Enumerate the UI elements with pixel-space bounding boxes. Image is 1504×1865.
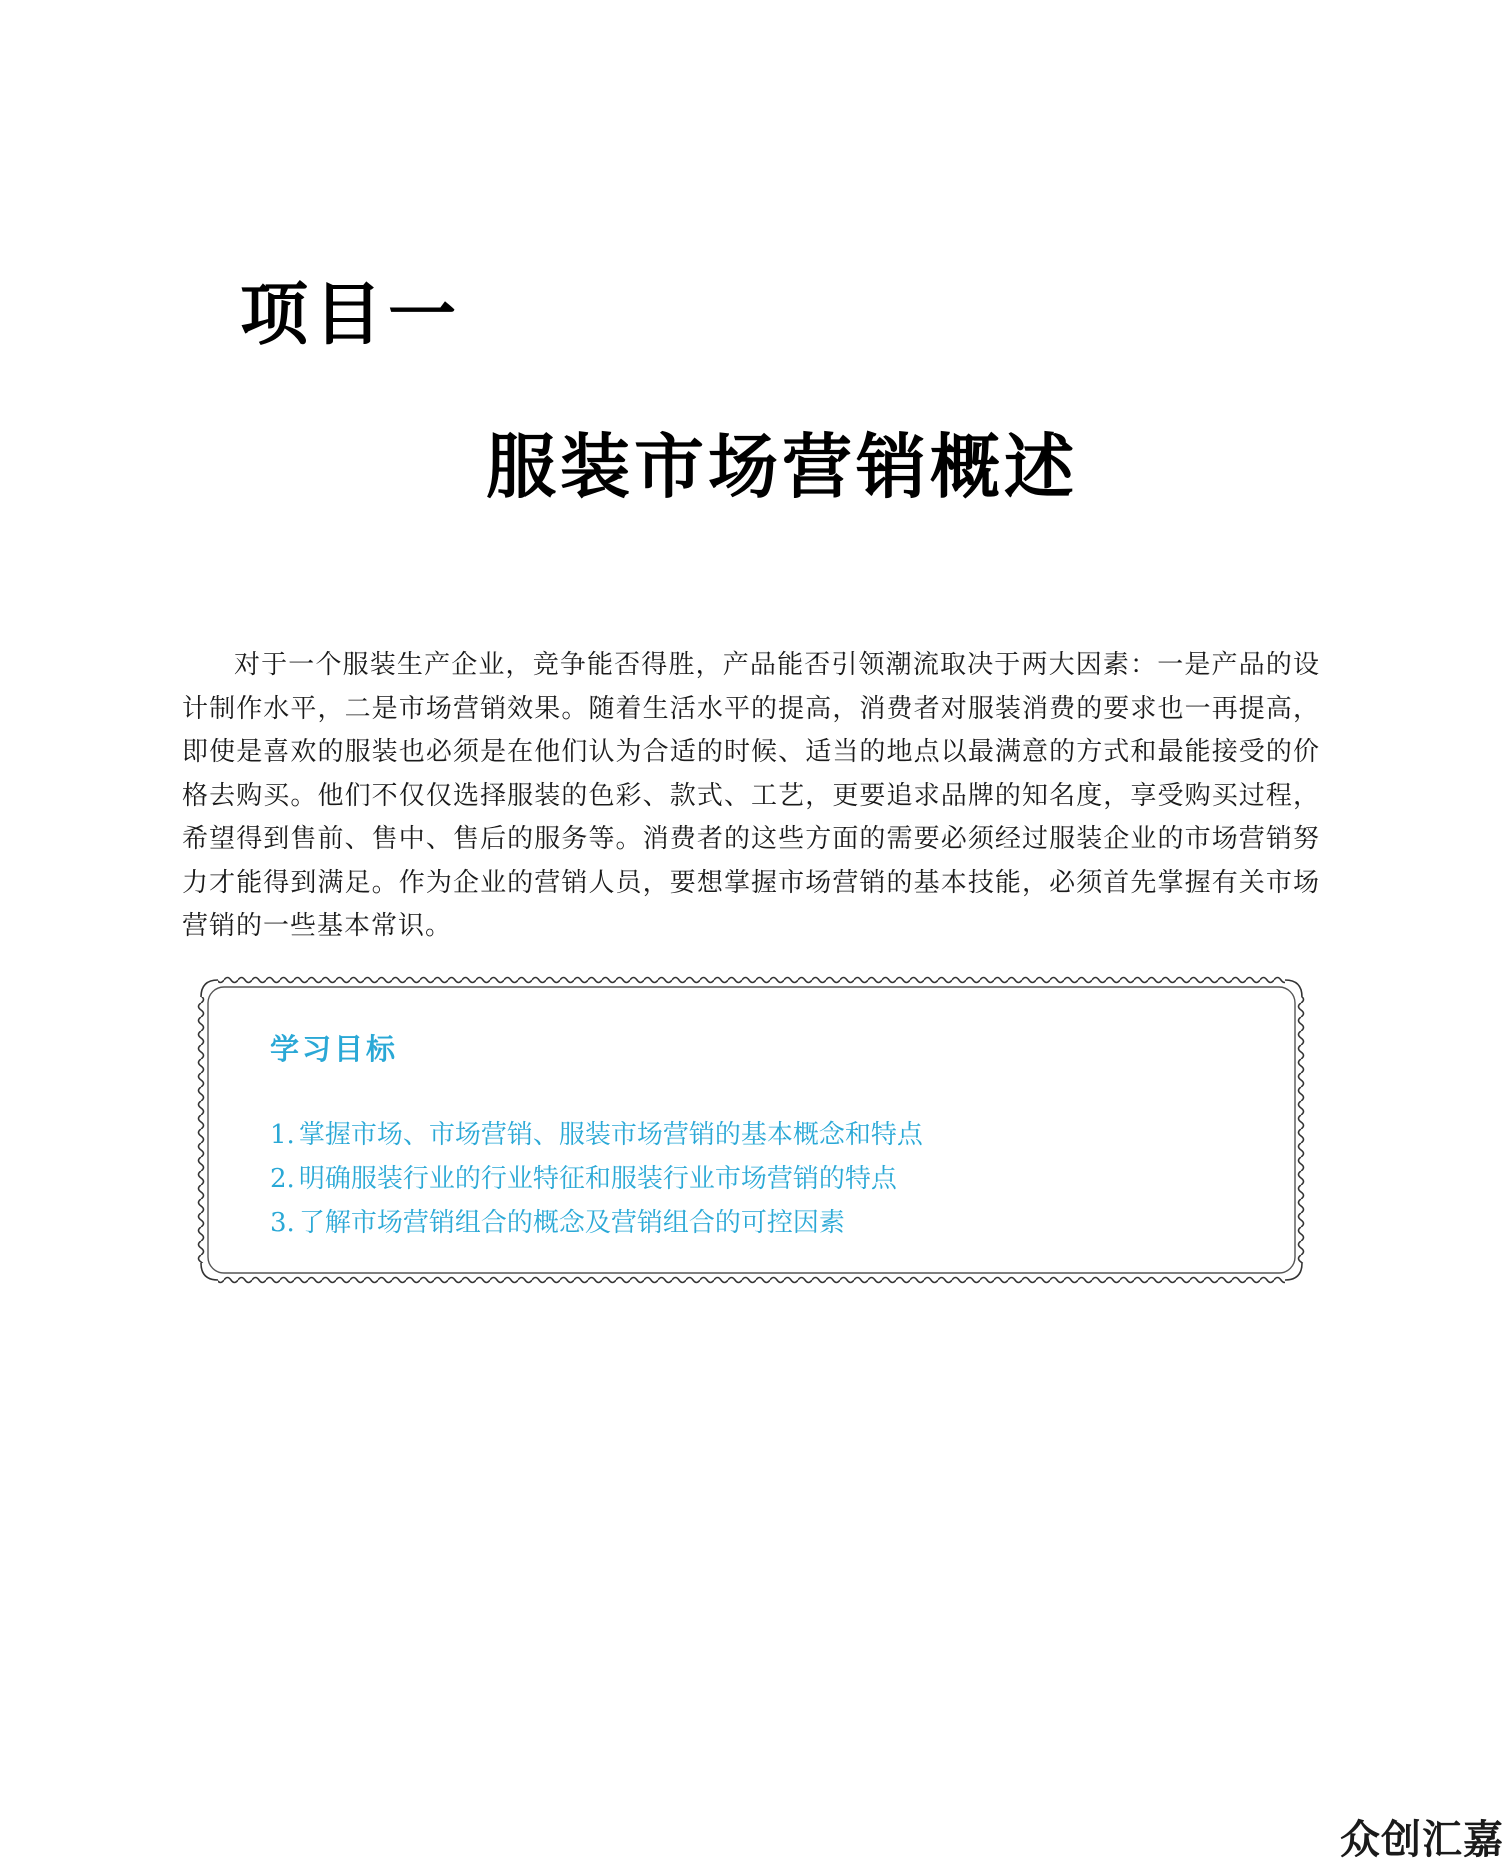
objectives-heading: 学习目标 xyxy=(270,1032,399,1066)
chapter-title: 服装市场营销概述 xyxy=(486,426,1078,508)
list-item-number: 3. xyxy=(270,1208,295,1238)
project-label: 项目一 xyxy=(240,276,463,355)
watermark: 众创汇嘉 xyxy=(1340,1817,1504,1863)
learning-objectives-box xyxy=(196,975,1307,1285)
list-item-text: 了解市场营销组合的概念及营销组合的可控因素 xyxy=(298,1208,845,1238)
intro-paragraph: 对于一个服装生产企业，竞争能否得胜，产品能否引领潮流取决于两大因素：一是产品的设计制作水平，二是市场营销效果。随着生活水平的提高，消费者对服装消费的要求也一再提高，即使是喜欢的服装也必须是在他们认为合适的时候、适当的地点以最满意的方式和最能接受的价格去购买。他们不仅仅选择服装的色彩、款式、工艺，更要追求品牌的知名度，享受购买过程，希望得到售前、售中、售后的服务等。消费者的这些方面的需要必须经过服装企业的市场营销努力才能得到满足。作为企业的营销人员，要想掌握市场营销的基本技能，必须首先掌握有关市场营销的一些基本常识。 xyxy=(182,650,1320,941)
list-item xyxy=(270,1157,923,1201)
list-item-text: 掌握市场、市场营销、服装市场营销的基本概念和特点 xyxy=(298,1120,923,1150)
list-item-number: 1. xyxy=(270,1120,295,1150)
list-item xyxy=(270,1201,923,1245)
list-item xyxy=(270,1113,923,1157)
list-item-number: 2. xyxy=(270,1164,295,1194)
objectives-list xyxy=(270,1113,923,1245)
list-item-text: 明确服装行业的行业特征和服装行业市场营销的特点 xyxy=(298,1164,897,1194)
